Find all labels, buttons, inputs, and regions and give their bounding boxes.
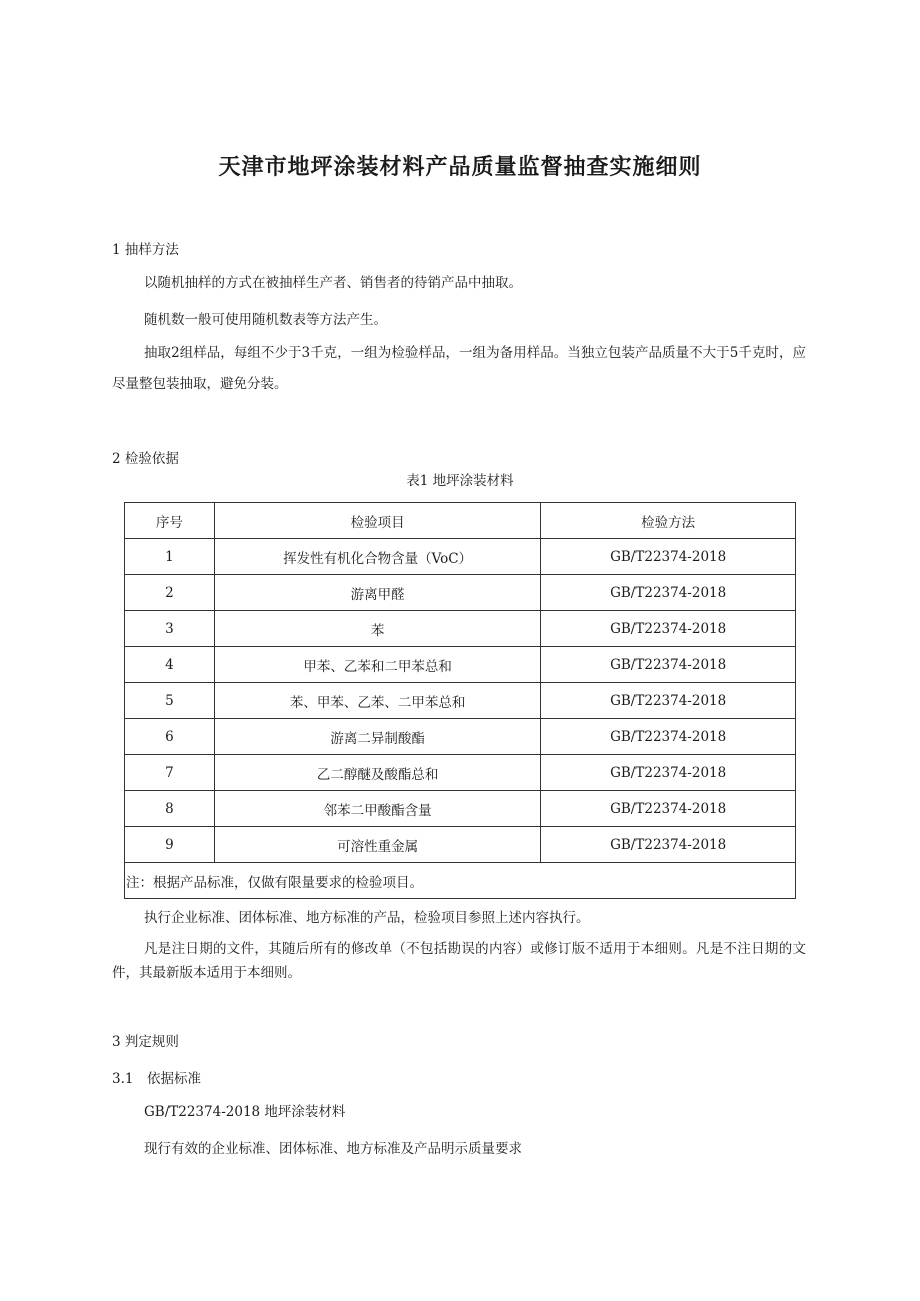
section-1-paragraph-1: 以随机抽样的方式在被抽样生产者、销售者的待销产品中抽取。	[144, 275, 522, 291]
section-1-heading: 1 抽样方法	[112, 242, 179, 258]
row-item: 苯	[214, 611, 540, 647]
section-3-1-heading: 3.1 依据标准	[112, 1071, 201, 1087]
row-item: 游离二异制酸酯	[214, 719, 540, 755]
row-item: 邻苯二甲酸酯含量	[214, 791, 540, 827]
row-item: 可溶性重金属	[214, 827, 540, 863]
row-index: 3	[125, 611, 215, 647]
header-item: 检验项目	[214, 503, 540, 539]
row-index: 8	[125, 791, 215, 827]
row-item: 挥发性有机化合物含量（VoC）	[214, 539, 540, 575]
table-caption: 表1 地坪涂装材料	[406, 473, 514, 489]
table-note: 注：根据产品标准，仅做有限量要求的检验项目。	[125, 863, 796, 899]
table-row	[125, 791, 796, 827]
table-row	[125, 647, 796, 683]
table-header-row	[125, 503, 796, 539]
row-item: 乙二醇醚及酸酯总和	[214, 755, 540, 791]
row-item: 游离甲醛	[214, 575, 540, 611]
row-index: 9	[125, 827, 215, 863]
row-method: GB/T22374-2018	[541, 791, 796, 827]
page-title: 天津市地坪涂装材料产品质量监督抽查实施细则	[218, 155, 702, 180]
table-row	[125, 611, 796, 647]
row-index: 5	[125, 683, 215, 719]
row-method: GB/T22374-2018	[541, 611, 796, 647]
row-item: 甲苯、乙苯和二甲苯总和	[214, 647, 540, 683]
table-row	[125, 575, 796, 611]
row-method: GB/T22374-2018	[541, 539, 796, 575]
row-index: 1	[125, 539, 215, 575]
row-method: GB/T22374-2018	[541, 575, 796, 611]
table-note-row	[125, 863, 796, 899]
table-row	[125, 539, 796, 575]
section-2-heading: 2 检验依据	[112, 451, 179, 467]
header-index: 序号	[125, 503, 215, 539]
section-2-paragraph-1: 执行企业标准、团体标准、地方标准的产品，检验项目参照上述内容执行。	[144, 910, 590, 926]
row-index: 7	[125, 755, 215, 791]
table-row	[125, 827, 796, 863]
section-1-paragraph-2: 随机数一般可使用随机数表等方法产生。	[144, 312, 387, 328]
row-method: GB/T22374-2018	[541, 683, 796, 719]
section-3-heading: 3 判定规则	[112, 1034, 179, 1050]
row-method: GB/T22374-2018	[541, 647, 796, 683]
row-index: 4	[125, 647, 215, 683]
standard-item-1: GB/T22374-2018 地坪涂装材料	[144, 1104, 346, 1120]
row-index: 2	[125, 575, 215, 611]
row-method: GB/T22374-2018	[541, 755, 796, 791]
row-method: GB/T22374-2018	[541, 827, 796, 863]
section-1-paragraph-3: 抽取2组样品，每组不少于3千克，一组为检验样品，一组为备用样品。当独立包装产品质量不大于5千克时，应尽量整包装抽取，避免分装。	[112, 345, 806, 392]
table-row	[125, 683, 796, 719]
section-2-paragraph-2: 凡是注日期的文件，其随后所有的修改单（不包括勘误的内容）或修订版不适用于本细则。凡是不注日期的文件，其最新版本适用于本细则。	[112, 941, 806, 981]
standard-item-2: 现行有效的企业标准、团体标准、地方标准及产品明示质量要求	[144, 1141, 522, 1157]
header-method: 检验方法	[541, 503, 796, 539]
table-row	[125, 755, 796, 791]
row-item: 苯、甲苯、乙苯、二甲苯总和	[214, 683, 540, 719]
inspection-table	[124, 502, 796, 899]
row-index: 6	[125, 719, 215, 755]
row-method: GB/T22374-2018	[541, 719, 796, 755]
table-row	[125, 719, 796, 755]
